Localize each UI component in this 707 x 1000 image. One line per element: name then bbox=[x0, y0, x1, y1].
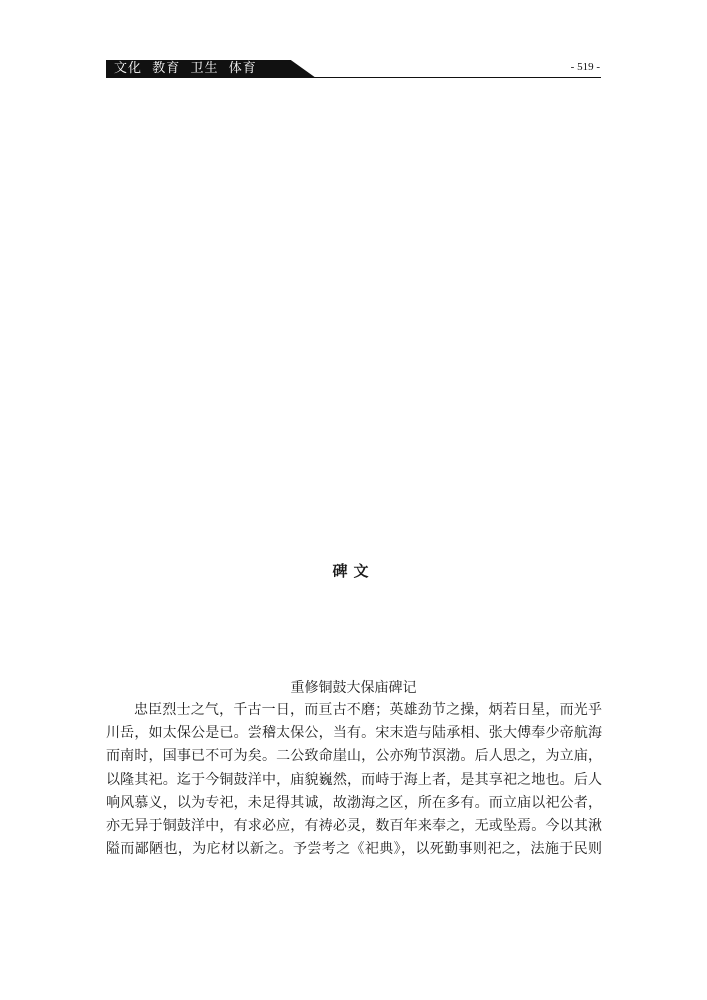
section-title: 碑文 bbox=[332, 562, 375, 580]
body-line: 忠臣烈士之气，千古一日，而亘古不磨；英雄劲节之操，炳若日星，而光乎 bbox=[134, 702, 602, 718]
body-line: 而南时，国事已不可为矣。二公致命崖山，公亦殉节溟渤。后人思之，为立庙， bbox=[106, 748, 602, 765]
body-line: 以隆其祀。迄于今铜鼓洋中，庙貌巍然，而峙于海上者，是其享祀之地也。后人 bbox=[106, 771, 602, 788]
header-section-label: 文化 教育 卫生 体育 bbox=[114, 61, 257, 76]
page-number: - 519 - bbox=[570, 61, 600, 73]
body-text bbox=[106, 699, 602, 861]
article-title: 重修铜鼓大保庙碑记 bbox=[290, 680, 417, 696]
body-line: 川岳，如太保公是已。尝稽太保公，当有。宋末造与陆承相、张大傅奉少帝航海 bbox=[106, 725, 602, 742]
body-line: 隘而鄙陋也，为庀材以新之。予尝考之《祀典》，以死勤事则祀之，法施于民则 bbox=[106, 841, 602, 858]
body-line: 亦无异于铜鼓洋中，有求必应，有祷必灵，数百年来奉之，无或坠焉。今以其湫 bbox=[106, 817, 602, 834]
body-line: 响风慕义，以为专祀，未足得其诚，故渤海之区，所在多有。而立庙以祀公者， bbox=[106, 794, 602, 811]
header-rule bbox=[106, 77, 601, 78]
